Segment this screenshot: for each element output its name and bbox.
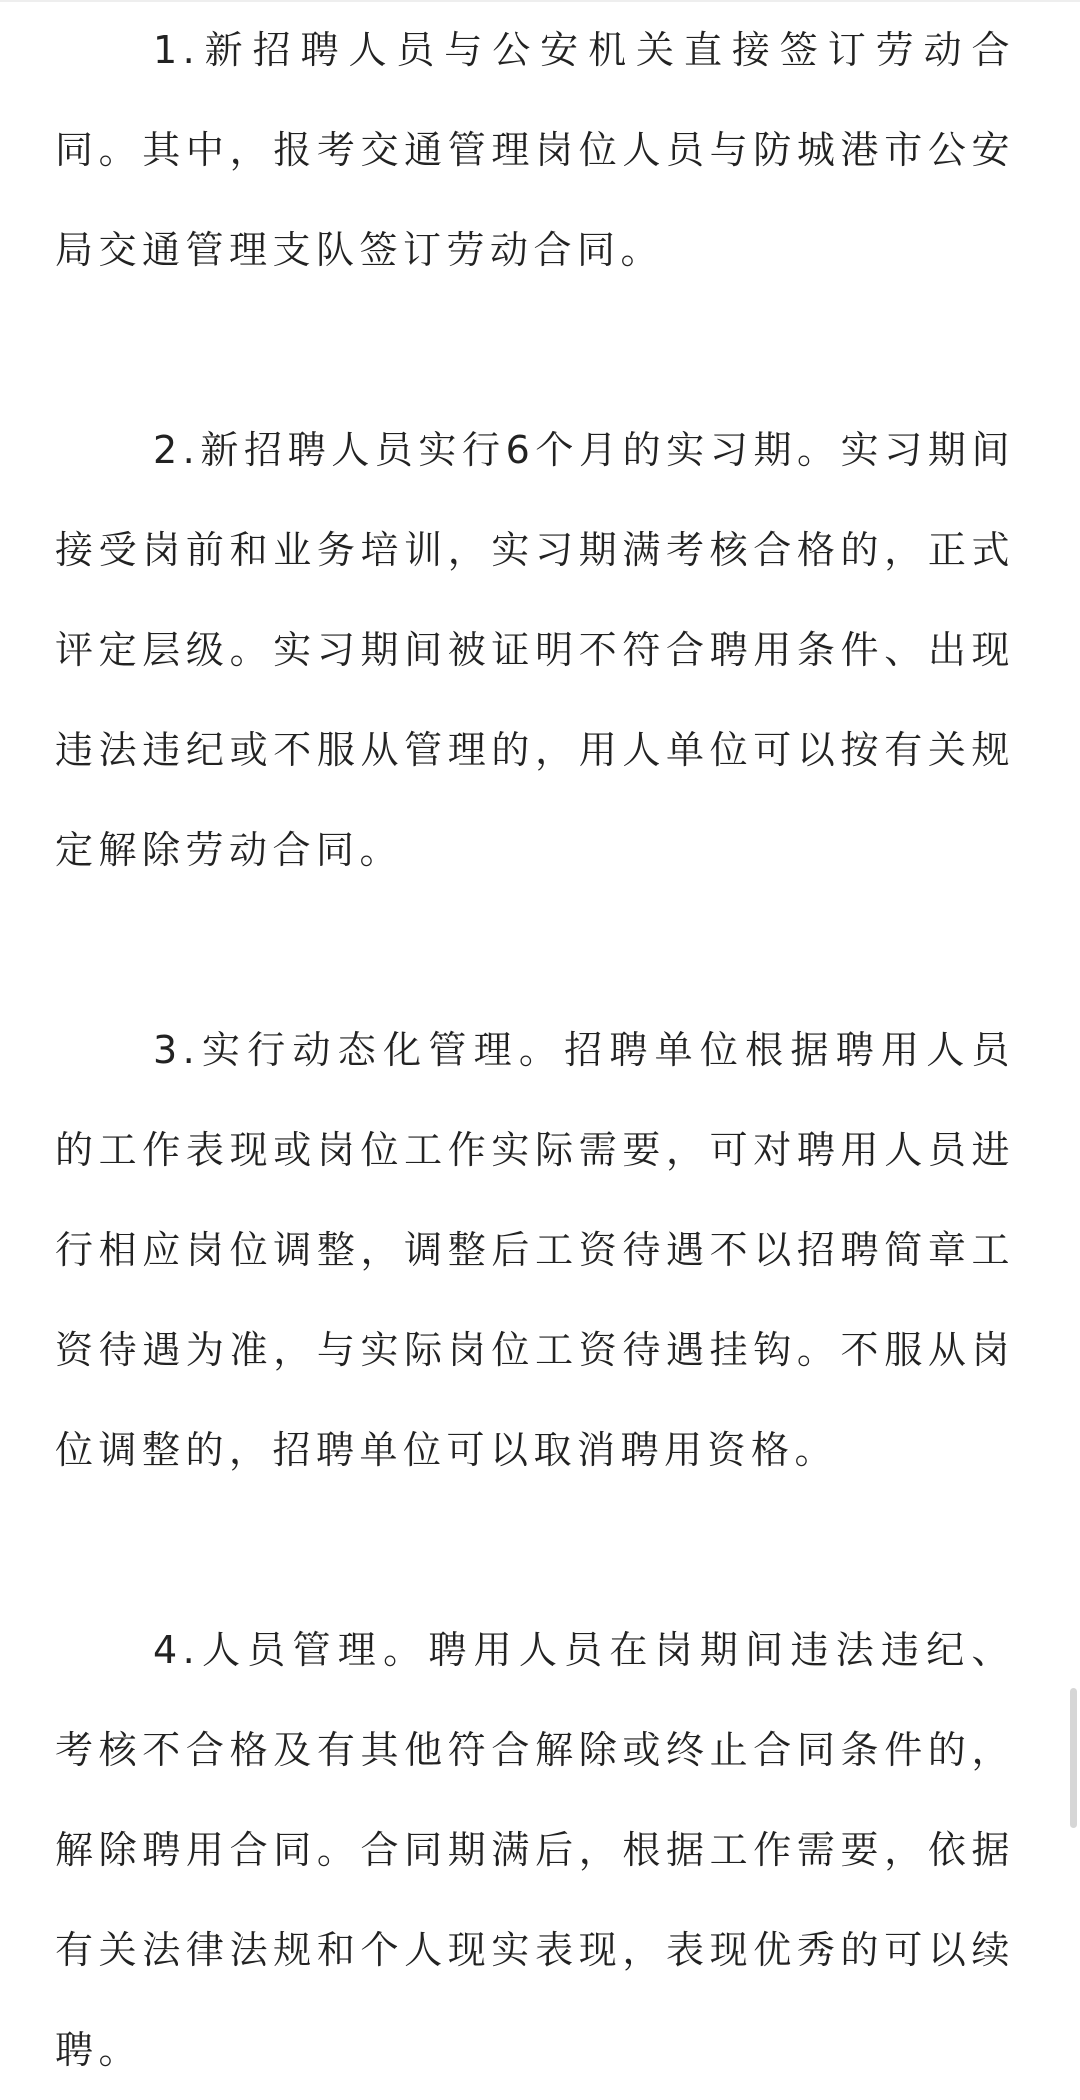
paragraph-2: 2.新招聘人员实行6个月的实习期。实习期间接受岗前和业务培训，实习期满考核合格的，正式评定层级。实习期间被证明不符合聘用条件、出现违法违纪或不服从管理的，用人单位可以按有关规定解除劳动合同。 (55, 428, 1015, 872)
paragraph-1: 1.新招聘人员与公安机关直接签订劳动合同。其中，报考交通管理岗位人员与防城港市公安局交通管理支队签订劳动合同。 (55, 28, 1015, 272)
paragraph-3: 3.实行动态化管理。招聘单位根据聘用人员的工作表现或岗位工作实际需要，可对聘用人员进行相应岗位调整，调整后工资待遇不以招聘简章工资待遇为准，与实际岗位工资待遇挂钩。不服从岗位调整的，招聘单位可以取消聘用资格。 (55, 1028, 1015, 1472)
scrollbar-thumb[interactable] (1070, 1688, 1077, 1828)
paragraph-4: 4.人员管理。聘用人员在岗期间违法违纪、考核不合格及有其他符合解除或终止合同条件的，解除聘用合同。合同期满后，根据工作需要，依据有关法律法规和个人现实表现，表现优秀的可以续聘。 (55, 1628, 1015, 2072)
article-body (55, 0, 1015, 2100)
